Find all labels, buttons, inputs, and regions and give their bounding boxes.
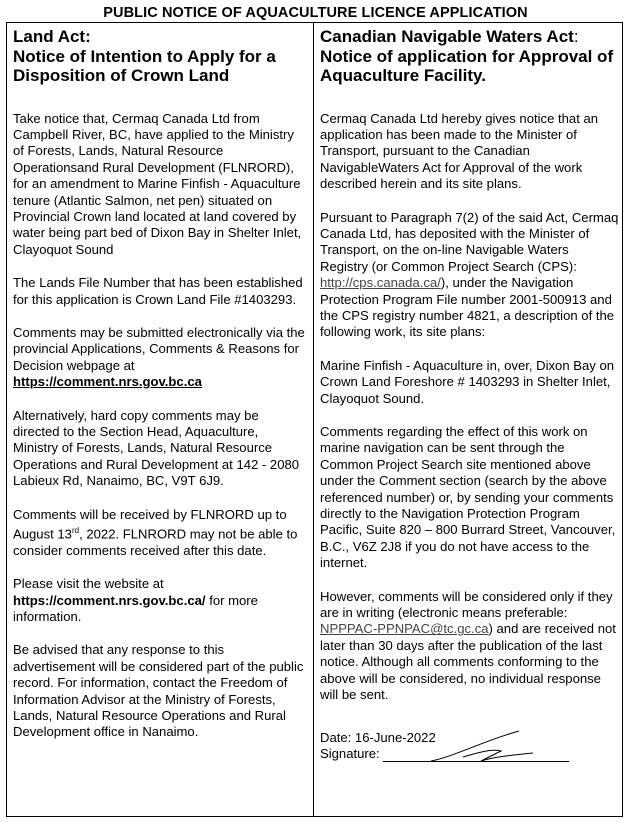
land-act-paragraph-6 — [13, 576, 307, 625]
navigable-waters-title: Canadian Navigable Waters Act — [320, 27, 574, 46]
land-act-paragraph-4: Alternatively, hard copy comments may be directed to the Section Head, Aquaculture, Ministry of Forests, Lands, Natural Resource Operations and Rural Development at 142 - 2080 Labieux Rd, Nanaimo, BC, V9T 6J9. — [13, 407, 300, 489]
signature-scribble-icon — [423, 727, 543, 767]
date-line: Date: 16-June-2022 — [320, 729, 436, 745]
signature-label: Signature: — [320, 745, 380, 761]
navigable-waters-paragraph-1: Cermaq Canada Ltd hereby gives notice that an application has been made to the Minister of Transport, pursuant to the Canadian NavigableWaters Act for Approval of the work described herein and its site plans. — [320, 110, 599, 192]
signature-row — [320, 746, 620, 762]
deadline-superscript: rd — [71, 526, 80, 536]
land-act-paragraph-7: Be advised that any response to this advertisement will be considered part of the public record. For information, contact the Freedom of Information Advisor at the Ministry of Forests, Lands, Natural Resource Operations and Rural Development office in Nanaimo. — [13, 642, 304, 740]
email-link[interactable]: NPPPAC-PPNPAC@tc.gc.ca — [320, 621, 489, 637]
registry-text-post: ), under the Navigation Protection Program File number 2001-500913 and the CPS registry number 4821, a description of the following work, its site plans: — [320, 275, 615, 340]
land-act-paragraph-5 — [13, 507, 307, 560]
land-act-paragraph-3 — [13, 325, 307, 391]
info-website-link[interactable]: https://comment.nrs.gov.bc.ca/ — [13, 592, 206, 608]
cps-link[interactable]: http://cps.canada.ca/ — [320, 275, 441, 291]
visit-website-text: Please visit the website at — [13, 576, 164, 592]
deadline-text-pre: Comments will be received by FLNRORD up to August 13 — [13, 506, 287, 542]
land-act-paragraph-1: Take notice that, Cermaq Canada Ltd from Campbell River, BC, have applied to the Ministry of Forests, Lands, Natural Resource Operationsand Rural Development (FLNRORD), for an amendment to Marine Finfish - Aquaculture tenure (Atlantic Salmon, net pen) situated on Provincial Crown land located at land covered by water being part bed of Dixon Bay in Shelter Inlet, Clayoquot Sound — [13, 110, 302, 257]
navigable-waters-paragraph-4: Comments regarding the effect of this work on marine navigation can be sent through the Common Project Search site mentioned above under the Comment section (search by the above referenced number) or, by sending your comments directly to the Navigation Protection Program Pacific, Suite 820 – 800 Burrard Street, Vancouver, B.C., V6Z 2J8 if you do not have access to the internet. — [320, 424, 616, 571]
navigable-waters-heading — [320, 27, 620, 86]
land-act-column — [13, 27, 307, 758]
land-act-subtitle: Notice of Intention to Apply for a Disposition of Crown Land — [13, 46, 276, 85]
written-comments-text-pre: However, comments will be considered only if they are in writing (electronic means preferable: — [320, 588, 613, 621]
deadline-text-post: , 2022. FLNRORD may not be able to consider comments received after this date. — [13, 526, 298, 558]
navigable-waters-column — [320, 27, 620, 762]
comments-submit-text: Comments may be submitted electronically via the provincial Applications, Comments & Reasons for Decision webpage at — [13, 324, 305, 373]
more-info-text: for more information. — [13, 592, 258, 625]
land-act-heading — [13, 27, 307, 86]
column-divider — [313, 22, 314, 817]
registry-text-pre: Pursuant to Paragraph 7(2) of the said Act, Cermaq Canada Ltd, has deposited with the Minister of Transport, on the on-line Navigable Waters Registry (or Common Project Search (CPS): — [320, 209, 619, 274]
page-title: PUBLIC NOTICE OF AQUACULTURE LICENCE APPLICATION — [103, 5, 528, 21]
navigable-waters-subtitle: Notice of application for Approval of Aquaculture Facility. — [320, 46, 614, 85]
land-act-title: Land Act: — [13, 27, 91, 46]
land-act-paragraph-2: The Lands File Number that has been established for this application is Crown Land File #1403293. — [13, 275, 303, 307]
comment-website-link[interactable]: https://comment.nrs.gov.bc.ca — [13, 374, 202, 390]
written-comments-text-post: ) and are received not later than 30 days after the publication of the last notice. Although all comments conforming to the above will be considered, no individual response will be sent. — [320, 621, 616, 703]
navigable-waters-paragraph-3: Marine Finfish - Aquaculture in, over, Dixon Bay on Crown Land Foreshore # 1403293 in Shelter Inlet, Clayoquot Sound. — [320, 357, 615, 406]
navigable-waters-title-colon: : — [573, 27, 579, 46]
signature-line — [383, 747, 569, 762]
navigable-waters-paragraph-5 — [320, 589, 620, 704]
navigable-waters-title-line — [320, 27, 620, 47]
navigable-waters-paragraph-2 — [320, 210, 620, 341]
